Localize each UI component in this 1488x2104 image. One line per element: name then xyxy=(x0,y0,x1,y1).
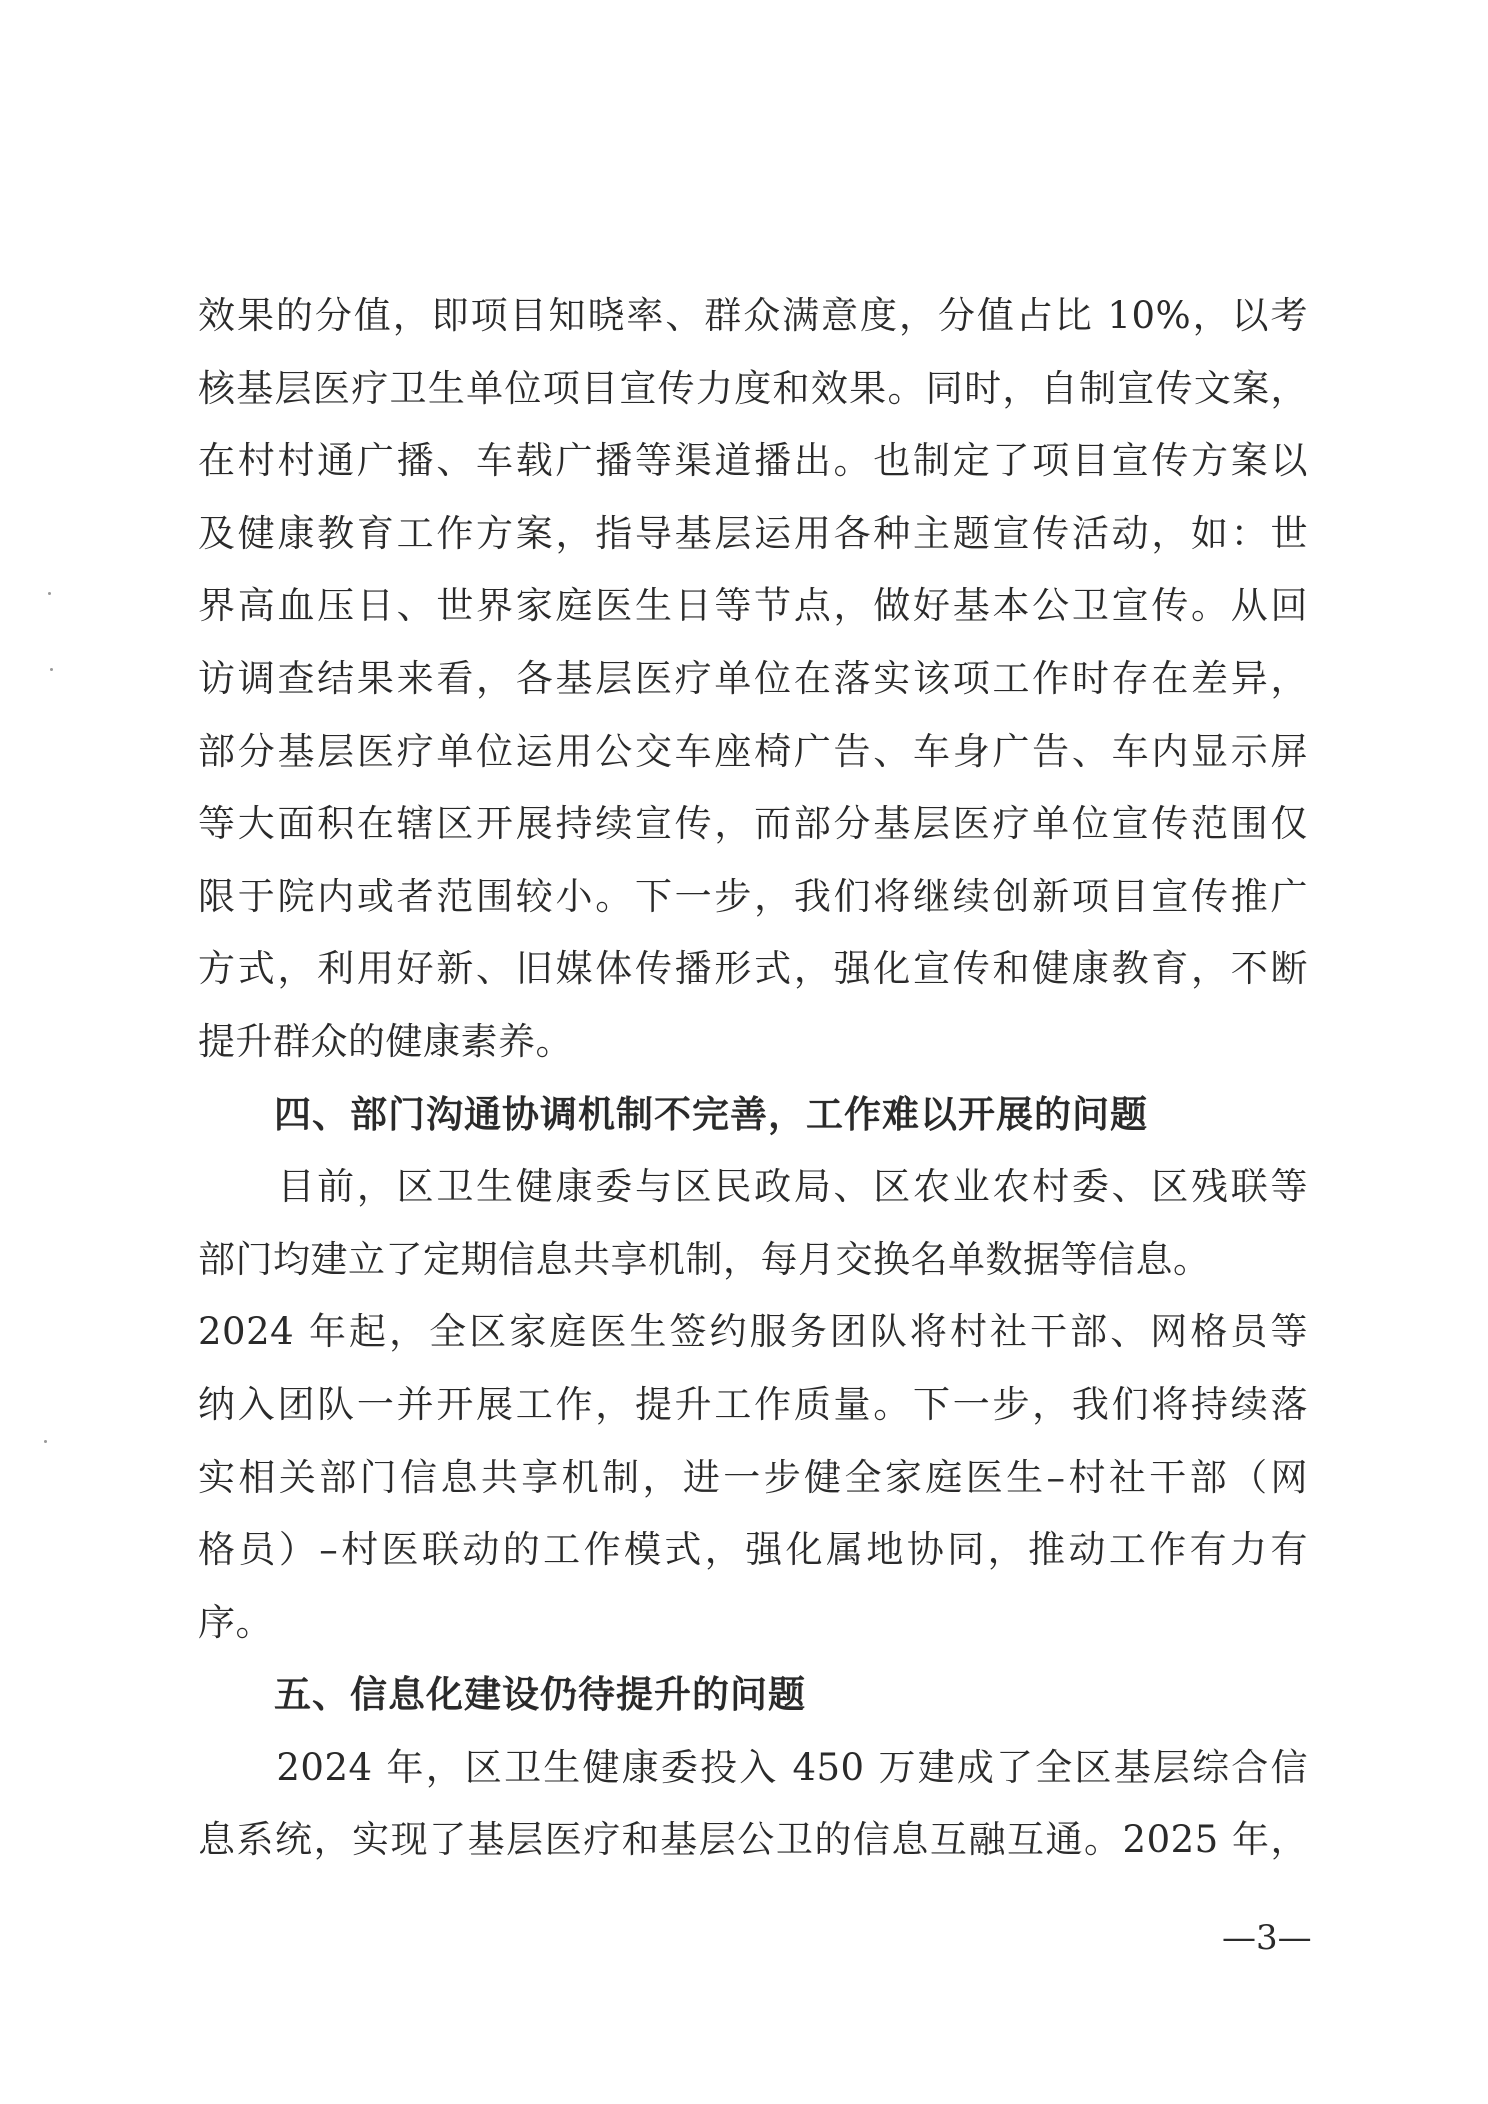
text-line: 2024 年，区卫生健康委投入 450 万建成了全区基层综合信 xyxy=(198,1745,1308,1789)
text-line: 纳入团队一并开展工作，提升工作质量。下一步，我们将持续落 xyxy=(198,1382,1308,1426)
text-line: 等大面积在辖区开展持续宣传，而部分基层医疗单位宣传范围仅 xyxy=(198,802,1308,846)
text-line: 效果的分值，即项目知晓率、群众满意度，分值占比 10%，以考 xyxy=(198,294,1308,337)
text-line: 实相关部门信息共享机制，进一步健全家庭医生–村社干部（网 xyxy=(198,1455,1308,1499)
text-line: 目前，区卫生健康委与区民政局、区农业农村委、区残联等 xyxy=(198,1165,1308,1209)
scan-speck xyxy=(44,1440,47,1443)
text-line: 限于院内或者范围较小。下一步，我们将继续创新项目宣传推广 xyxy=(198,874,1308,918)
text-line: 部门均建立了定期信息共享机制，每月交换名单数据等信息。 xyxy=(198,1237,1211,1281)
text-line: 提升群众的健康素养。 xyxy=(198,1019,573,1063)
text-line: 界高血压日、世界家庭医生日等节点，做好基本公卫宣传。从回 xyxy=(198,584,1308,628)
scan-speck xyxy=(48,592,51,595)
text-line: 序。 xyxy=(198,1600,273,1644)
scan-speck xyxy=(50,668,53,671)
section-heading: 四、部门沟通协调机制不完善，工作难以开展的问题 xyxy=(274,1092,1148,1136)
text-line: 在村村通广播、车载广播等渠道播出。也制定了项目宣传方案以 xyxy=(198,439,1308,483)
text-line: 访调查结果来看，各基层医疗单位在落实该项工作时存在差异， xyxy=(198,656,1308,700)
text-line: 部分基层医疗单位运用公交车座椅广告、车身广告、车内显示屏 xyxy=(198,729,1308,773)
text-line: 2024 年起，全区家庭医生签约服务团队将村社干部、网格员等 xyxy=(198,1310,1308,1354)
text-line: 息系统，实现了基层医疗和基层公卫的信息互融互通。2025 年， xyxy=(198,1818,1308,1862)
section-heading: 五、信息化建设仍待提升的问题 xyxy=(274,1673,806,1717)
text-line: 核基层医疗卫生单位项目宣传力度和效果。同时，自制宣传文案， xyxy=(198,366,1308,410)
page-number: —3— xyxy=(1222,1918,1312,1958)
text-line: 格员）–村医联动的工作模式，强化属地协同，推动工作有力有 xyxy=(198,1528,1308,1572)
text-line: 及健康教育工作方案，指导基层运用各种主题宣传活动，如：世 xyxy=(198,511,1308,555)
text-line: 方式，利用好新、旧媒体传播形式，强化宣传和健康教育，不断 xyxy=(198,947,1308,991)
body-text xyxy=(198,280,1308,1877)
